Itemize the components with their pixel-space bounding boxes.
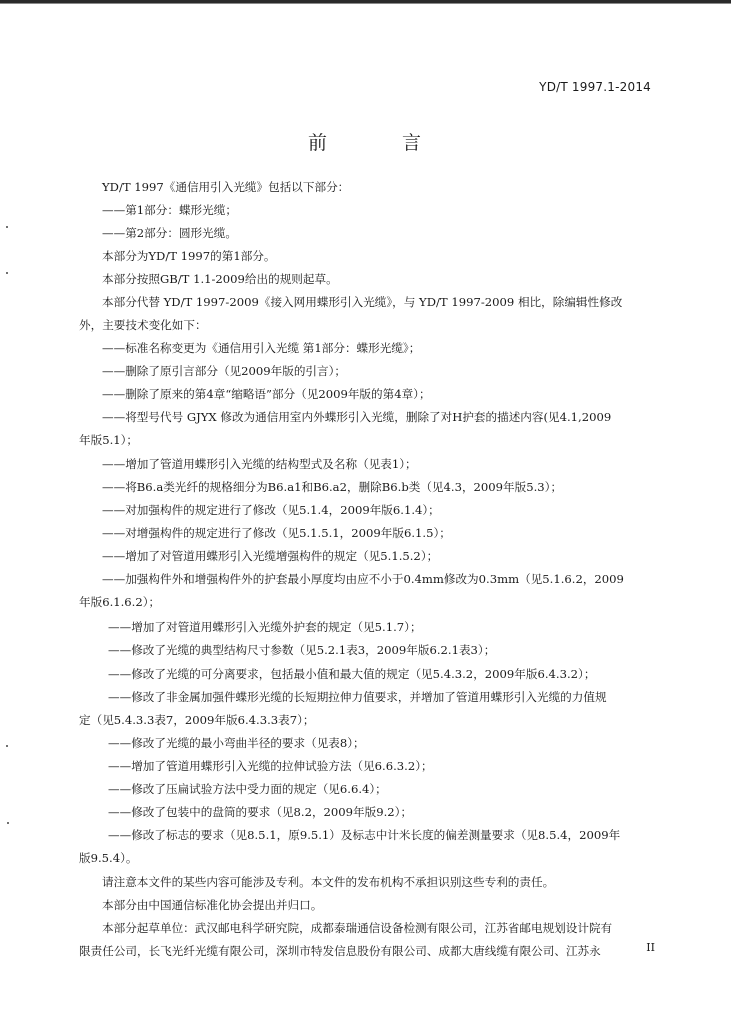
text-line: ——修改了非金属加强件蝶形光缆的长短期拉伸力值要求，并增加了管道用蝶形引入光缆的力值规	[108, 690, 607, 704]
text-line: ——将型号代号 GJYX 修改为通信用室内外蝶形引入光缆，删除了对H护套的描述内容(见4.1,2009	[102, 410, 612, 424]
scan-speck	[6, 226, 8, 228]
scan-speck	[6, 272, 8, 274]
text-line: ——删除了原引言部分（见2009年版的引言）；	[102, 364, 346, 378]
page-title: 前 言	[307, 132, 449, 154]
text-line: 本部分代替 YD/T 1997-2009《接入网用蝶形引入光缆》，与 YD/T 1997-2009 相比，除编辑性修改	[102, 295, 623, 309]
text-line: ——修改了光缆的最小弯曲半径的要求（见表8）；	[108, 736, 365, 750]
text-line: ——加强构件外和增强构件外的护套最小厚度均由应不小于0.4mm修改为0.3mm（见5.1.6.2，2009	[102, 572, 624, 586]
scan-speck	[6, 745, 8, 747]
text-line: ——对增强构件的规定进行了修改（见5.1.5.1，2009年版6.1.5）；	[102, 526, 451, 540]
text-line: ——对加强构件的规定进行了修改（见5.1.4，2009年版6.1.4）；	[102, 503, 440, 517]
text-line: ——修改了压扁试验方法中受力面的规定（见6.6.4）；	[108, 782, 387, 796]
text-line: 本部分由中国通信标准化协会提出并归口。	[102, 898, 323, 912]
page-number: II	[646, 941, 655, 954]
text-line: 请注意本文件的某些内容可能涉及专利。本文件的发布机构不承担识别这些专利的责任。	[102, 875, 555, 889]
scan-speck	[7, 822, 9, 824]
text-line: ——增加了对管道用蝶形引入光缆增强构件的规定（见5.1.5.2）；	[102, 549, 439, 563]
text-line: ——将B6.a类光纤的规格细分为B6.a1和B6.a2，删除B6.b类（见4.3，2009年版5.3）；	[102, 480, 563, 494]
text-line: ——删除了原来的第4章“缩略语”部分（见2009年版的第4章）；	[102, 387, 431, 401]
text-line: 本部分起草单位：武汉邮电科学研究院，成都泰瑞通信设备检测有限公司，江苏省邮电规划设计院有	[102, 921, 613, 935]
text-line: 年版6.1.6.2）；	[79, 595, 161, 609]
text-line: ——修改了光缆的典型结构尺寸参数（见5.2.1表3，2009年版6.2.1表3）；	[108, 643, 496, 657]
text-line: YD/T 1997《通信用引入光缆》包括以下部分：	[102, 180, 350, 194]
scan-edge-line	[0, 3, 731, 4]
text-line: 版9.5.4）。	[79, 851, 138, 865]
standard-number: YD/T 1997.1-2014	[539, 80, 651, 94]
text-line: ——增加了管道用蝶形引入光缆的结构型式及名称（见表1）；	[102, 457, 417, 471]
text-line: ——增加了管道用蝶形引入光缆的拉伸试验方法（见6.6.3.2）；	[108, 759, 433, 773]
text-line: 本部分按照GB/T 1.1-2009给出的规则起草。	[102, 272, 338, 286]
text-line: 定（见5.4.3.3表7，2009年版6.4.3.3表7）；	[79, 713, 315, 727]
text-line: ——第1部分：蝶形光缆；	[102, 203, 237, 217]
text-line: 年版5.1）；	[79, 433, 139, 447]
text-line: ——修改了标志的要求（见8.5.1，原9.5.1）及标志中计米长度的偏差测量要求（见8.5.4，2009年	[108, 828, 621, 842]
text-line: ——修改了包装中的盘筒的要求（见8.2，2009年版9.2）；	[108, 805, 413, 819]
text-line: ——第2部分：圆形光缆。	[102, 226, 237, 240]
text-line: ——标准名称变更为《通信用引入光缆 第1部分：蝶形光缆》；	[102, 341, 421, 355]
text-line: ——修改了光缆的可分离要求，包括最小值和最大值的规定（见5.4.3.2，2009年版6.4.3.2）；	[108, 667, 596, 681]
text-line: 限责任公司，长飞光纤光缆有限公司，深圳市特发信息股份有限公司、成都大唐线缆有限公司、江苏永	[79, 944, 601, 958]
text-line: ——增加了对管道用蝶形引入光缆外护套的规定（见5.1.7）；	[108, 620, 422, 634]
text-line: 本部分为YD/T 1997的第1部分。	[102, 249, 276, 263]
text-line: 外，主要技术变化如下：	[79, 318, 207, 332]
